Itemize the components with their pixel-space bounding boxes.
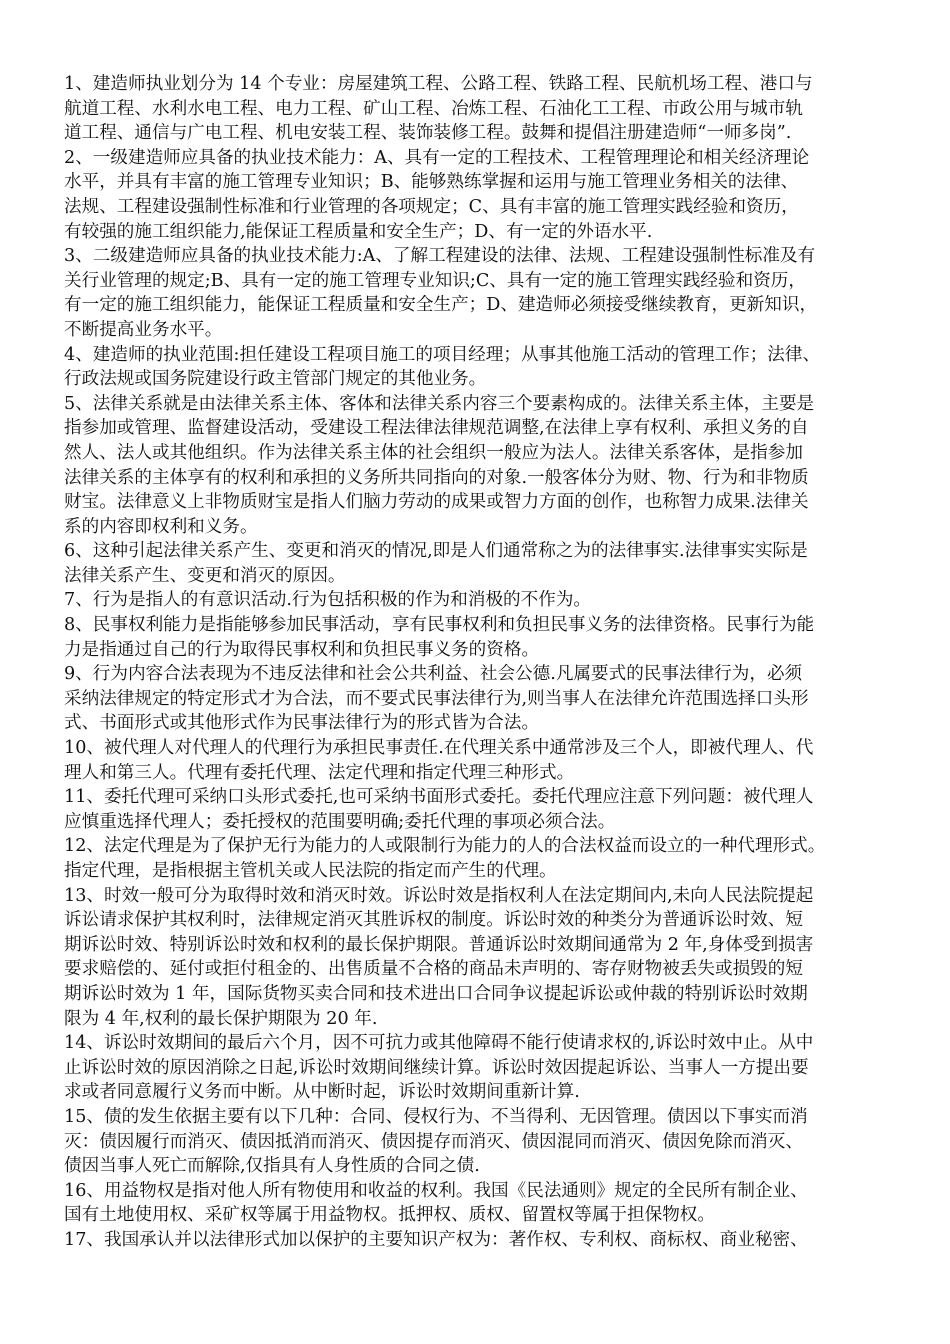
text-line: 2、一级建造师应具备的执业技术能力：A、具有一定的工程技术、工程管理理论和相关经济理论 <box>64 147 810 168</box>
text-line: 财宝。法律意义上非物质财宝是指人们脑力劳动的成果或智力方面的创作，也称智力成果.法律关 <box>64 492 809 513</box>
text-line: 诉讼请求保护其权利时，法律规定消灭其胜诉权的制度。诉讼时效的种类分为普通诉讼时效、短 <box>64 910 803 931</box>
text-line: 15、债的发生依据主要有以下几种：合同、侵权行为、不当得利、无因管理。债因以下事实而消 <box>64 1106 808 1127</box>
text-line: 4、建造师的执业范围:担任建设工程项目施工的项目经理；从事其他施工活动的管理工作；法律、 <box>64 344 821 365</box>
text-line: 应慎重选择代理人；委托授权的范围要明确;委托代理的事项必须合法。 <box>64 811 616 832</box>
text-line: 期诉讼时效为 1 年，国际货物买卖合同和技术进出口合同争议提起诉讼或仲裁的特别诉讼时效期 <box>64 983 808 1004</box>
text-line: 8、民事权利能力是指能够参加民事活动，享有民事权利和负担民事义务的法律资格。民事行为能 <box>64 615 815 636</box>
text-line: 关行业管理的规定;B、具有一定的施工管理专业知识;C、具有一定的施工管理实践经验和资历， <box>64 270 806 291</box>
text-line: 然人、法人或其他组织。作为法律关系主体的社会组织一般应为法人。法律关系客体，是指参加 <box>64 442 803 463</box>
text-line: 12、法定代理是为了保护无行为能力的人或限制行为能力的人的合法权益而设立的一种代理形式。 <box>64 836 826 857</box>
text-line: 法律关系产生、变更和消灭的原因。 <box>64 565 346 586</box>
text-line: 水平，并具有丰富的施工管理专业知识；B、能够熟练掌握和运用与施工管理业务相关的法律、 <box>64 172 799 193</box>
text-line: 1、建造师执业划分为 14 个专业：房屋建筑工程、公路工程、铁路工程、民航机场工程、港口与 <box>64 74 813 94</box>
text-line: 期诉讼时效、特别诉讼时效和权利的最长保护期限。普通诉讼时效期间通常为 2 年,身体受到损害 <box>64 934 814 955</box>
text-line: 法律关系的主体享有的权利和承担的义务所共同指向的对象.一般客体分为财、物、行为和非物质 <box>64 467 809 488</box>
text-line: 止诉讼时效的原因消除之日起,诉讼时效期间继续计算。诉讼时效因提起诉讼、当事人一方提出要 <box>64 1057 809 1078</box>
text-line: 要求赔偿的、延付或拒付租金的、出售质量不合格的商品未声明的、寄存财物被丢失或损毁的短 <box>64 959 803 980</box>
text-line: 式、书面形式或其他形式作为民事法律行为的形式皆为合法。 <box>64 713 540 734</box>
text-line: 道工程、通信与广电工程、机电安装工程、装饰装修工程。鼓舞和提倡注册建造师“一师多岗”. <box>64 123 792 144</box>
text-line: 指参加或管理、监督建设活动，受建设工程法律法律规范调整,在法律上享有权利、承担义务的自 <box>64 418 809 439</box>
text-line: 理人和第三人。代理有委托代理、法定代理和指定代理三种形式。 <box>64 762 575 783</box>
text-line: 不断提高业务水平。 <box>64 319 223 340</box>
text-line: 7、行为是指人的有意识活动.行为包括积极的作为和消极的不作为。 <box>64 590 592 611</box>
text-line: 9、行为内容合法表现为不违反法律和社会公共利益、社会公德.凡属要式的民事法律行为，必须 <box>64 664 803 685</box>
text-line: 力是指通过自己的行为取得民事权利和负担民事义务的资格。 <box>64 639 540 660</box>
text-line: 6、这种引起法律关系产生、变更和消灭的情况,即是人们通常称之为的法律事实.法律事实实际是 <box>64 541 808 562</box>
document-body <box>64 72 894 1253</box>
text-line: 求或者同意履行义务而中断。从中断时起，诉讼时效期间重新计算. <box>64 1082 580 1103</box>
text-line: 16、用益物权是指对他人所有物使用和收益的权利。我国《民法通则》规定的全民所有制企业、 <box>64 1180 808 1201</box>
text-line: 13、时效一般可分为取得时效和消灭时效。诉讼时效是指权利人在法定期间内,未向人民法院提起 <box>64 885 814 906</box>
text-line: 有较强的施工组织能力,能保证工程质量和安全生产；D、有一定的外语水平. <box>64 221 653 242</box>
text-line: 指定代理，是指根据主管机关或人民法院的指定而产生的代理。 <box>64 861 557 881</box>
text-line: 17、我国承认并以法律形式加以保护的主要知识产权为：著作权、专利权、商标权、商业秘密、 <box>64 1229 808 1250</box>
text-line: 14、诉讼时效期间的最后六个月，因不可抗力或其他障碍不能行使请求权的,诉讼时效中止。从中 <box>64 1033 814 1054</box>
text-line: 国有土地使用权、采矿权等属于用益物权。抵押权、质权、留置权等属于担保物权。 <box>64 1205 715 1226</box>
text-line: 限为 4 年,权利的最长保护期限为 20 年. <box>64 1008 378 1029</box>
text-line: 10、被代理人对代理人的代理行为承担民事责任.在代理关系中通常涉及三个人，即被代理人、代 <box>64 738 814 759</box>
text-line: 灭：债因履行而消灭、债因抵消而消灭、债因提存而消灭、债因混同而消灭、债因免除而消灭、 <box>64 1131 803 1152</box>
text-line: 3、二级建造师应具备的执业技术能力:A、了解工程建设的法律、法规、工程建设强制性标准及有 <box>64 246 816 267</box>
text-line: 采纳法律规定的特定形式才为合法，而不要式民事法律行为,则当事人在法律允许范围选择口头形 <box>64 688 809 709</box>
text-line: 债因当事人死亡而解除,仅指具有人身性质的合同之债. <box>64 1156 480 1177</box>
text-line: 5、法律关系就是由法律关系主体、客体和法律关系内容三个要素构成的。法律关系主体，主要是 <box>64 393 815 414</box>
text-line: 法规、工程建设强制性标准和行业管理的各项规定；C、具有丰富的施工管理实践经验和资历， <box>64 196 799 217</box>
text-line: 系的内容即权利和义务。 <box>64 516 258 537</box>
text-line: 有一定的施工组织能力，能保证工程质量和安全生产；D、建造师必须接受继续教育，更新知识， <box>64 295 818 316</box>
text-line: 航道工程、水利水电工程、电力工程、矿山工程、冶炼工程、石油化工工程、市政公用与城市轨 <box>64 98 803 119</box>
text-line: 行政法规或国务院建设行政主管部门规定的其他业务。 <box>64 369 487 390</box>
text-line: 11、委托代理可采纳口头形式委托,也可采纳书面形式委托。委托代理应注意下列问题：被代理人 <box>64 787 814 808</box>
